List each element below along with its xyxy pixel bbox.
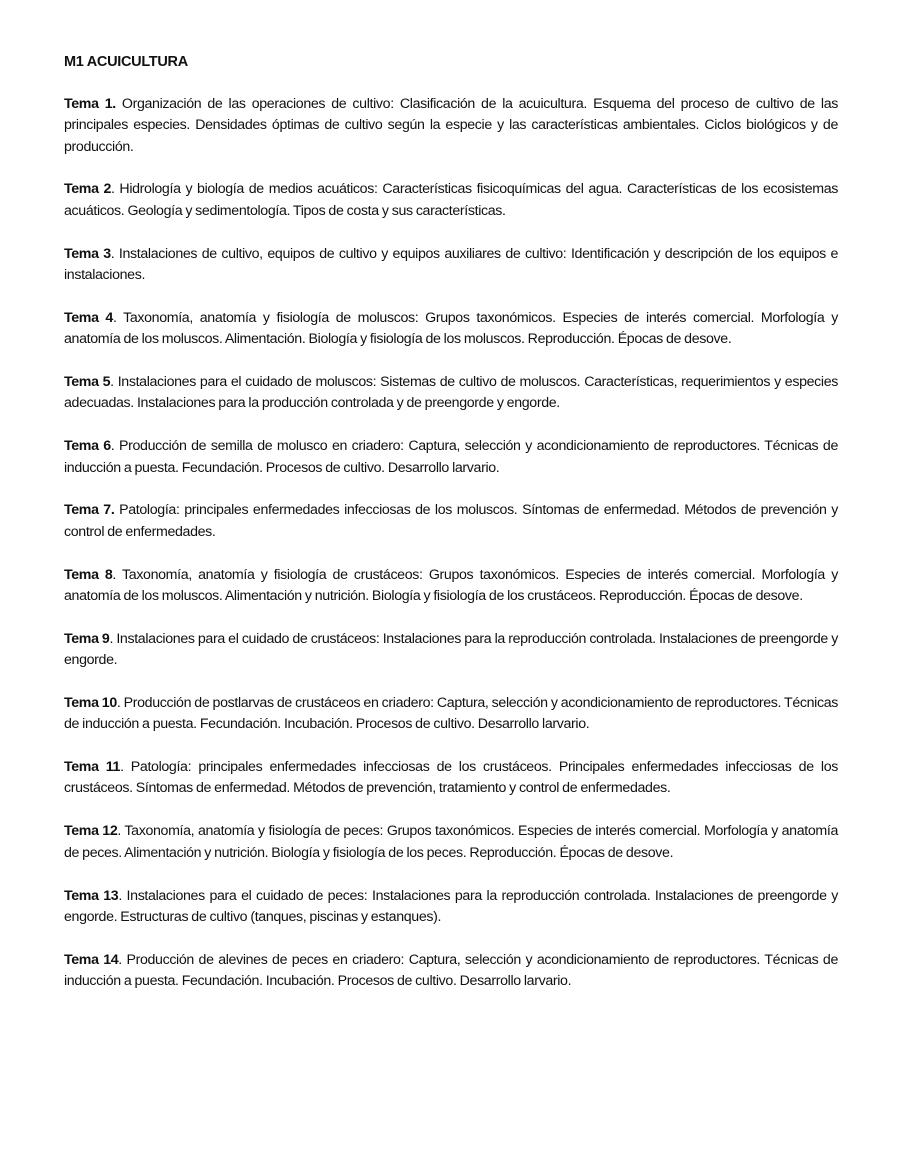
tema-label: Tema 11	[64, 759, 121, 776]
tema-paragraph-9	[64, 629, 838, 672]
tema-separator: .	[110, 438, 115, 455]
tema-paragraph-11	[64, 757, 838, 800]
tema-paragraph-10	[64, 693, 838, 736]
tema-label: Tema 3	[64, 245, 111, 262]
tema-text: Instalaciones de cultivo, equipos de cultivo y equipos auxiliares de cultivo: Identificación y descripción de los equipos e instalaciones.	[64, 245, 838, 283]
tema-separator: .	[118, 887, 122, 904]
tema-paragraph-14	[64, 950, 838, 993]
tema-text: Patología: principales enfermedades infecciosas de los moluscos. Síntomas de enfermedad. Métodos de prevención y control de enfermedades.	[64, 502, 838, 540]
tema-text: Hidrología y biología de medios acuáticos: Características fisicoquímicas del agua. Características de los ecosistemas acuáticos. Geología y sedimentología. Tipos de costa y sus características.	[64, 181, 838, 219]
tema-label: Tema 4	[64, 309, 113, 326]
tema-separator: .	[111, 181, 115, 198]
tema-separator: .	[118, 951, 122, 968]
tema-text: Organización de las operaciones de cultivo: Clasificación de la acuicultura. Esquema del proceso de cultivo de las principales especies. Densidades óptimas de cultivo según la especie y las características ambientales. Ciclos biológicos y de producción.	[64, 96, 838, 155]
tema-paragraph-2	[64, 179, 838, 222]
tema-paragraph-6	[64, 436, 838, 479]
tema-label: Tema 14	[64, 951, 119, 968]
tema-label: Tema 8	[64, 566, 113, 583]
tema-separator: .	[109, 630, 114, 647]
tema-text: Taxonomía, anatomía y fisiología de moluscos: Grupos taxonómicos. Especies de interés comercial. Morfología y anatomía de los moluscos. Alimentación. Biología y fisiología de los moluscos. Reproducción. Épocas de desove.	[64, 309, 838, 348]
tema-paragraph-12	[64, 821, 838, 864]
tema-text: Patología: principales enfermedades infecciosas de los crustáceos. Principales enfermedades infecciosas de los crustáceos. Síntomas de enfermedad. Métodos de prevención, tratamiento y control de enfermedades.	[64, 759, 838, 797]
tema-paragraph-8	[64, 565, 838, 608]
tema-text: Producción de alevines de peces en criadero: Captura, selección y acondicionamiento de reproductores. Técnicas de inducción a puesta. Fecundación. Incubación. Procesos de cultivo. Desarrollo larvario.	[64, 951, 838, 990]
tema-paragraph-7	[64, 500, 838, 543]
tema-separator: .	[116, 694, 121, 711]
tema-label: Tema 9	[64, 630, 110, 647]
tema-separator: .	[110, 502, 115, 519]
tema-text: Instalaciones para el cuidado de peces: Instalaciones para la reproducción controlada. Instalaciones de preengorde y engorde. Estructuras de cultivo (tanques, piscinas y estanques).	[64, 887, 838, 925]
tema-label: Tema 10	[64, 694, 117, 711]
tema-paragraph-13	[64, 886, 838, 929]
tema-separator: .	[112, 566, 117, 583]
tema-text: Instalaciones para el cuidado de crustáceos: Instalaciones para la reproducción controlada. Instalaciones de preengorde y engorde.	[64, 630, 838, 669]
tema-separator: .	[112, 96, 116, 112]
tema-text: Instalaciones para el cuidado de moluscos: Sistemas de cultivo de moluscos. Características, requerimientos y especies adecuadas. Instalaciones para la producción controlada y de preengorde y engorde.	[64, 374, 838, 412]
tema-label: Tema 5	[64, 374, 111, 391]
tema-label: Tema 12	[64, 823, 118, 840]
tema-text: Taxonomía, anatomía y fisiología de peces: Grupos taxonómicos. Especies de interés comercial. Morfología y anatomía de peces. Alimentación y nutrición. Biología y fisiología de los peces. Reproducción. Épocas de desove.	[64, 823, 838, 861]
tema-separator: .	[112, 309, 117, 326]
tema-text: Taxonomía, anatomía y fisiología de crustáceos: Grupos taxonómicos. Especies de interés comercial. Morfología y anatomía de los moluscos. Alimentación y nutrición. Biología y fisiología de los crustáceos. Reproducción. Épocas de desove.	[64, 566, 838, 604]
document-title: M1 ACUICULTURA	[64, 54, 188, 70]
tema-paragraph-4	[64, 308, 838, 351]
tema-paragraph-3	[64, 244, 838, 287]
tema-separator: .	[110, 374, 114, 391]
tema-text: Producción de postlarvas de crustáceos en criadero: Captura, selección y acondicionamiento de reproductores. Técnicas de inducción a puesta. Fecundación. Incubación. Procesos de cultivo. Desarrollo larvario.	[64, 694, 839, 733]
tema-paragraph-5	[64, 372, 838, 415]
tema-label: Tema 6	[64, 438, 111, 455]
tema-label: Tema 13	[64, 887, 119, 904]
tema-separator: .	[120, 759, 124, 776]
tema-separator: .	[117, 823, 121, 840]
tema-label: Tema 1	[64, 96, 113, 112]
tema-label: Tema 7	[64, 502, 111, 519]
tema-text: Producción de semilla de molusco en criadero: Captura, selección y acondicionamiento de reproductores. Técnicas de inducción a puesta. Fecundación. Procesos de cultivo. Desarrollo larvario.	[64, 438, 838, 476]
tema-paragraph-1	[64, 94, 838, 158]
tema-label: Tema 2	[64, 181, 111, 198]
document-page	[64, 52, 838, 1014]
tema-separator: .	[110, 245, 115, 262]
